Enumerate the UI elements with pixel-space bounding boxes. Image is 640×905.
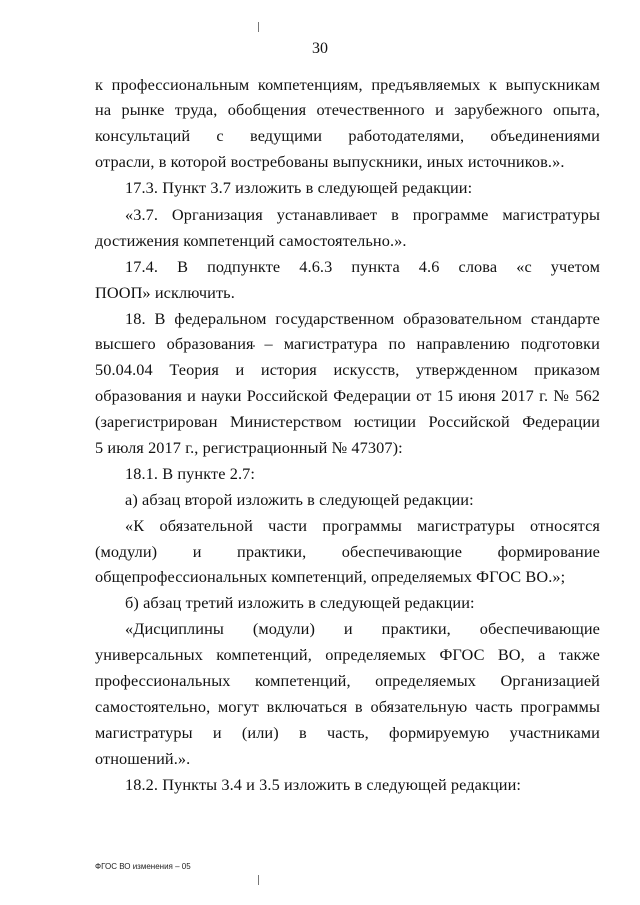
scan-mark bbox=[258, 875, 259, 885]
text-line: профессиональных компетенций, определяемых Организацией bbox=[95, 671, 600, 690]
text-line: ПООП» исключить. bbox=[95, 283, 235, 302]
text-line: 50.04.04 Теория и история искусств, утвержденном приказом bbox=[95, 360, 600, 379]
text-line: самостоятельно, могут включаться в обязательную часть программы bbox=[95, 697, 600, 716]
text-line: магистратуры и (или) в часть, формируемую участниками bbox=[95, 723, 600, 742]
text-line: (зарегистрирован Министерством юстиции Российской Федерации bbox=[95, 412, 600, 431]
text-line: «Дисциплины (модули) и практики, обеспечивающие bbox=[125, 619, 600, 638]
text-line: к профессиональным компетенциям, предъявляемых к выпускникам bbox=[95, 75, 600, 94]
text-line: универсальных компетенций, определяемых ФГОС ВО, а также bbox=[95, 645, 600, 664]
text-line: а) абзац второй изложить в следующей редакции: bbox=[125, 490, 474, 509]
text-line: б) абзац третий изложить в следующей редакции: bbox=[125, 593, 475, 612]
page-footer: ФГОС ВО изменения – 05 bbox=[95, 862, 191, 871]
text-line: отрасли, в которой востребованы выпускники, иных источников.». bbox=[95, 152, 565, 171]
text-line: на рынке труда, обобщения отечественного и зарубежного опыта, bbox=[95, 100, 600, 119]
text-line: общепрофессиональных компетенций, определяемых ФГОС ВО.»; bbox=[95, 567, 566, 586]
text-line: 18.1. В пункте 2.7: bbox=[125, 464, 256, 483]
text-line: «К обязательной части программы магистратуры относятся bbox=[125, 516, 600, 535]
page-number: 30 bbox=[312, 40, 328, 57]
text-line: образования и науки Российской Федерации от 15 июня 2017 г. № 562 bbox=[95, 386, 600, 405]
text-line: 18. В федеральном государственном образовательном стандарте bbox=[125, 309, 600, 328]
text-line: «3.7. Организация устанавливает в программе магистратуры bbox=[125, 205, 600, 224]
text-line: (модули) и практики, обеспечивающие формирование bbox=[95, 542, 600, 561]
text-line: консультаций с ведущими работодателями, объединениями bbox=[95, 126, 600, 145]
text-line: 18.2. Пункты 3.4 и 3.5 изложить в следующей редакции: bbox=[125, 775, 522, 794]
text-line: достижения компетенций самостоятельно.». bbox=[95, 231, 407, 250]
text-line: 5 июля 2017 г., регистрационный № 47307): bbox=[95, 438, 403, 457]
text-line: отношений.». bbox=[95, 749, 191, 768]
scan-mark bbox=[258, 22, 259, 32]
text-line: 17.3. Пункт 3.7 изложить в следующей редакции: bbox=[125, 178, 473, 197]
text-line: 17.4. В подпункте 4.6.3 пункта 4.6 слова «с учетом bbox=[125, 257, 600, 276]
text-line: высшего образования – магистратура по направлению подготовки bbox=[95, 334, 600, 353]
